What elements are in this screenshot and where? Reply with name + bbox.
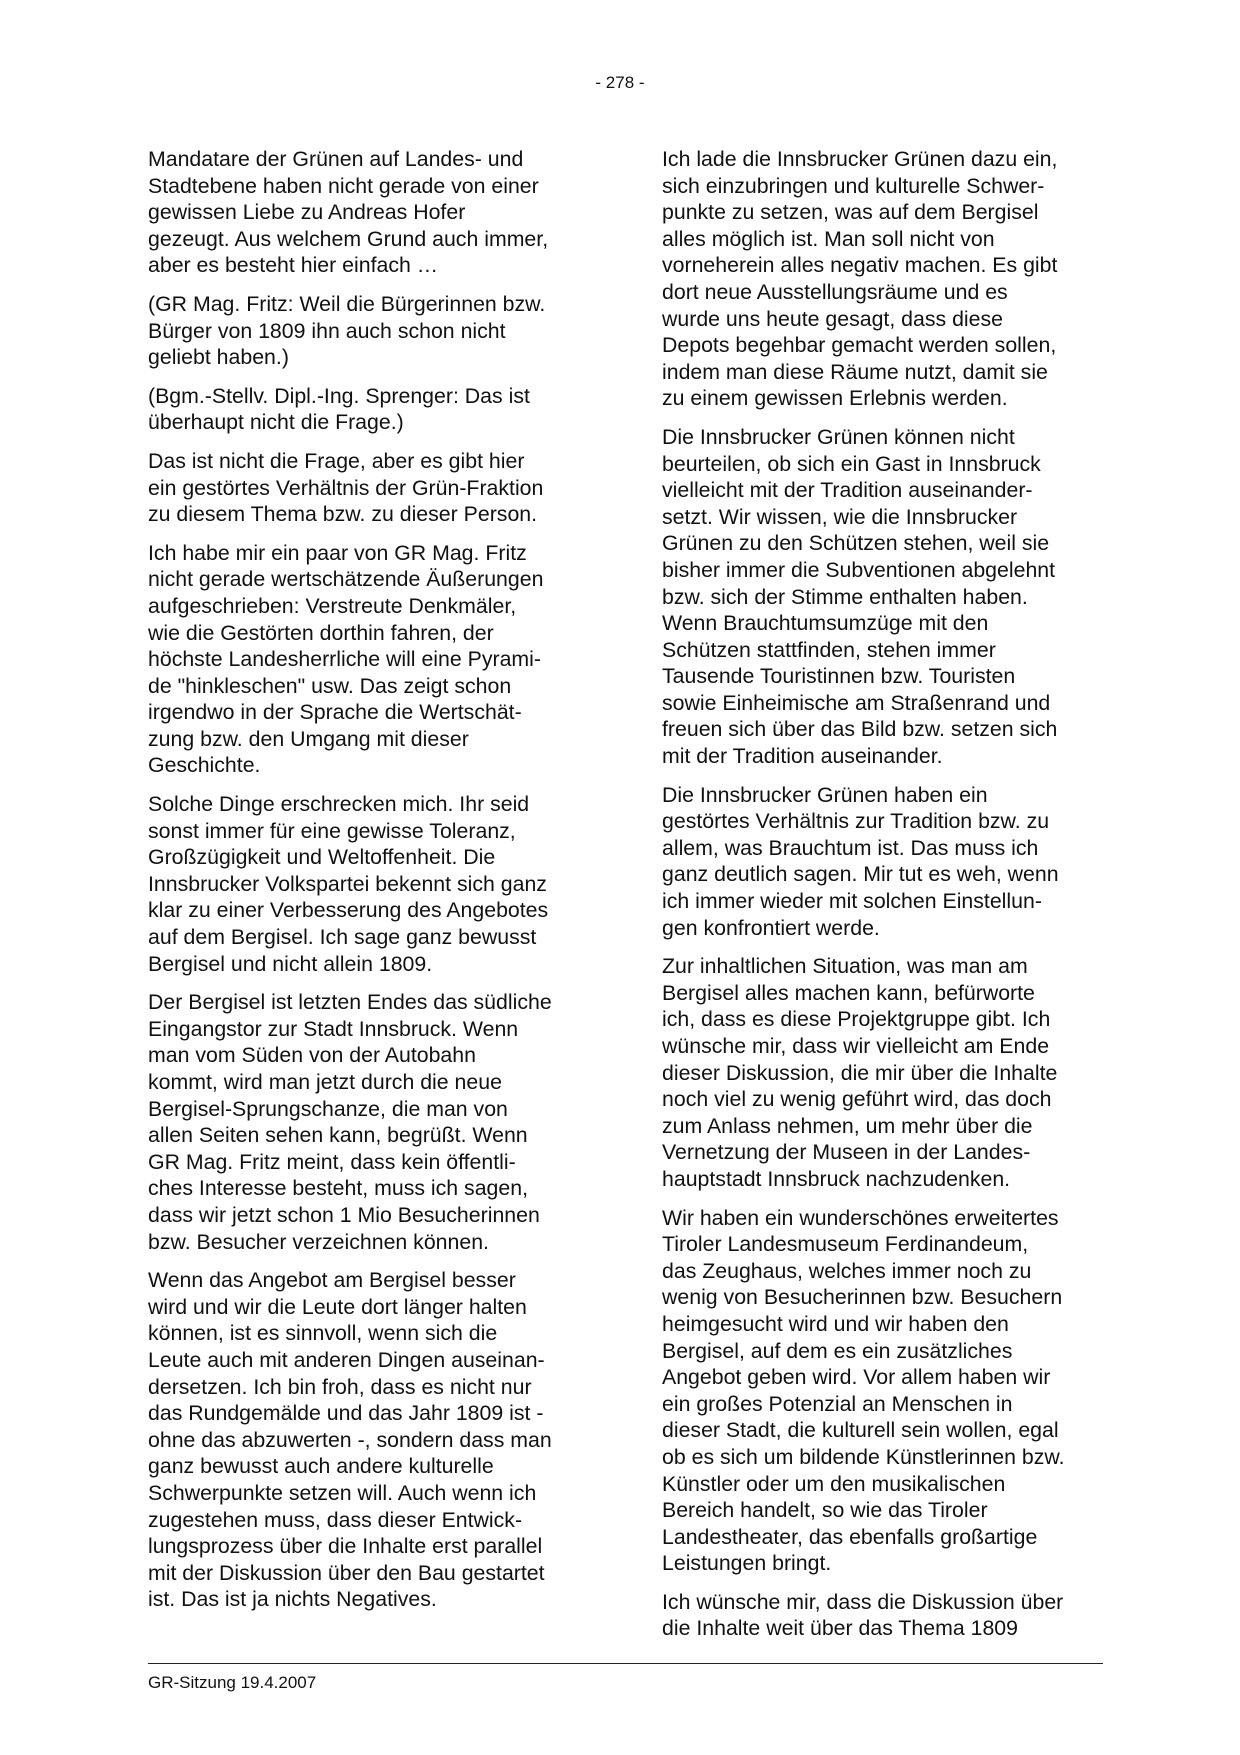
- text-line: Solche Dinge erschrecken mich. Ihr seid: [148, 792, 530, 817]
- text-line: Bürger von 1809 ihn auch schon nicht: [148, 318, 506, 343]
- text-line: dort neue Ausstellungsräume und es: [662, 279, 1008, 304]
- text-line: sonst immer für eine gewisse Toleranz,: [148, 818, 516, 843]
- text-line: gezeugt. Aus welchem Grund auch immer,: [148, 226, 549, 251]
- text-line: sich einzubringen und kulturelle Schwer-: [662, 173, 1045, 198]
- paragraph: [148, 791, 596, 977]
- text-line: aufgeschrieben: Verstreute Denkmäler,: [148, 593, 517, 618]
- paragraph: [148, 383, 596, 436]
- text-line: setzt. Wir wissen, wie die Innsbrucker: [662, 504, 1018, 529]
- text-line: lungsprozess über die Inhalte erst parallel: [148, 1534, 543, 1559]
- paragraph: [662, 424, 1110, 770]
- text-line: Landestheater, das ebenfalls großartige: [662, 1524, 1038, 1549]
- text-line: allen Seiten sehen kann, begrüßt. Wenn: [148, 1123, 528, 1148]
- paragraph: [148, 448, 596, 528]
- text-line: Das ist nicht die Frage, aber es gibt hier: [148, 448, 525, 473]
- text-line: überhaupt nicht die Frage.): [148, 410, 404, 435]
- text-line: hauptstadt Innsbruck nachzudenken.: [662, 1166, 1011, 1191]
- left-column: [148, 146, 596, 1625]
- text-line: ob es sich um bildende Künstlerinnen bzw.: [662, 1444, 1065, 1469]
- text-line: wurde uns heute gesagt, dass diese: [662, 306, 1003, 331]
- text-line: punkte zu setzen, was auf dem Bergisel: [662, 200, 1039, 225]
- text-line: wie die Gestörten dorthin fahren, der: [148, 620, 494, 645]
- paragraph: [662, 1589, 1110, 1642]
- text-line: allem, was Brauchtum ist. Das muss ich: [662, 835, 1039, 860]
- text-line: wünsche mir, dass wir vielleicht am Ende: [662, 1034, 1050, 1058]
- text-line: Wenn das Angebot am Bergisel besser: [148, 1268, 516, 1293]
- text-line: sowie Einheimische am Straßenrand und: [662, 690, 1051, 715]
- text-line: können, ist es sinnvoll, wenn sich die: [148, 1321, 498, 1346]
- text-line: mit der Tradition auseinander.: [662, 744, 943, 769]
- text-line: Geschichte.: [148, 753, 261, 778]
- text-line: ist. Das ist ja nichts Negatives.: [148, 1587, 437, 1612]
- text-line: dieser Diskussion, die mir über die Inhalte: [662, 1060, 1058, 1085]
- text-line: Leistungen bringt.: [662, 1551, 832, 1576]
- text-line: Mandatare der Grünen auf Landes- und: [148, 147, 524, 171]
- text-line: Tiroler Landesmuseum Ferdinandeum,: [662, 1232, 1029, 1257]
- text-line: Die Innsbrucker Grünen haben ein: [662, 782, 988, 807]
- text-line: Ich wünsche mir, dass die Diskussion über: [662, 1589, 1064, 1614]
- text-line: wird und wir die Leute dort länger halten: [148, 1294, 527, 1319]
- text-line: ich, dass es diese Projektgruppe gibt. Ich: [662, 1007, 1051, 1032]
- text-line: Bergisel alles machen kann, befürworte: [662, 980, 1035, 1005]
- text-line: Vernetzung der Museen in der Landes-: [662, 1140, 1031, 1165]
- text-line: zum Anlass nehmen, um mehr über die: [662, 1113, 1033, 1138]
- paragraph: [148, 989, 596, 1255]
- text-line: vorneherein alles negativ machen. Es gibt: [662, 253, 1058, 278]
- text-line: alles möglich ist. Man soll nicht von: [662, 226, 995, 251]
- text-line: Bergisel-Sprungschanze, die man von: [148, 1096, 508, 1121]
- text-line: auf dem Bergisel. Ich sage ganz bewusst: [148, 925, 537, 950]
- text-line: zu einem gewissen Erlebnis werden.: [662, 386, 1008, 411]
- text-line: (Bgm.-Stellv. Dipl.-Ing. Sprenger: Das ist: [148, 383, 530, 408]
- text-line: freuen sich über das Bild bzw. setzen sich: [662, 717, 1058, 742]
- text-line: das Zeughaus, welches immer noch zu: [662, 1258, 1032, 1283]
- text-line: man vom Süden von der Autobahn: [148, 1043, 476, 1068]
- paragraph: [148, 146, 596, 279]
- text-line: Zur inhaltlichen Situation, was man am: [662, 954, 1028, 979]
- text-line: Innsbrucker Volkspartei bekennt sich ganz: [148, 871, 547, 896]
- text-line: bzw. Besucher verzeichnen können.: [148, 1229, 489, 1254]
- text-line: bzw. sich der Stimme enthalten haben.: [662, 584, 1028, 609]
- text-line: gestörtes Verhältnis zur Tradition bzw. zu: [662, 809, 1050, 834]
- page-number: - 278 -: [595, 73, 645, 92]
- text-line: zung bzw. den Umgang mit dieser: [148, 726, 469, 751]
- text-line: gen konfrontiert werde.: [662, 915, 880, 940]
- paragraph: [662, 1205, 1110, 1577]
- text-line: Großzügigkeit und Weltoffenheit. Die: [148, 845, 496, 870]
- text-line: zu diesem Thema bzw. zu dieser Person.: [148, 502, 538, 527]
- text-line: aber es besteht hier einfach …: [148, 253, 439, 278]
- text-line: Tausende Touristinnen bzw. Touristen: [662, 664, 1016, 689]
- text-line: Schützen stattfinden, stehen immer: [662, 637, 996, 662]
- text-line: wenig von Besucherinnen bzw. Besuchern: [662, 1285, 1063, 1310]
- text-line: GR Mag. Fritz meint, dass kein öffentli-: [148, 1149, 516, 1174]
- text-line: indem man diese Räume nutzt, damit sie: [662, 359, 1048, 384]
- text-line: mit der Diskussion über den Bau gestartet: [148, 1560, 545, 1585]
- right-column: [662, 146, 1110, 1654]
- text-line: ein großes Potenzial an Menschen in: [662, 1391, 1013, 1416]
- text-line: dass wir jetzt schon 1 Mio Besucherinnen: [148, 1202, 540, 1227]
- text-line: Angebot geben wird. Vor allem haben wir: [662, 1365, 1051, 1390]
- text-line: kommt, wird man jetzt durch die neue: [148, 1070, 502, 1094]
- text-line: Leute auch mit anderen Dingen auseinan-: [148, 1347, 545, 1372]
- paragraph: [662, 146, 1110, 412]
- text-line: höchste Landesherrliche will eine Pyrami-: [148, 647, 541, 672]
- text-line: (GR Mag. Fritz: Weil die Bürgerinnen bzw.: [148, 291, 546, 316]
- text-line: Die Innsbrucker Grünen können nicht: [662, 424, 1015, 449]
- text-line: Eingangstor zur Stadt Innsbruck. Wenn: [148, 1016, 519, 1041]
- text-line: Wir haben ein wunderschönes erweitertes: [662, 1205, 1059, 1230]
- text-line: ganz bewusst auch andere kulturelle: [148, 1454, 494, 1479]
- text-line: beurteilen, ob sich ein Gast in Innsbruck: [662, 451, 1041, 476]
- text-line: Schwerpunkte setzen will. Auch wenn ich: [148, 1480, 537, 1505]
- text-line: Ich lade die Innsbrucker Grünen dazu ein,: [662, 147, 1058, 171]
- text-line: Wenn Brauchtumsumzüge mit den: [662, 611, 989, 636]
- paragraph: [662, 953, 1110, 1192]
- paragraph: [148, 1267, 596, 1613]
- text-line: Bergisel, auf dem es ein zusätzliches: [662, 1338, 1013, 1363]
- text-line: zugestehen muss, dass dieser Entwick-: [148, 1507, 523, 1532]
- text-line: Stadtebene haben nicht gerade von einer: [148, 173, 539, 198]
- text-line: die Inhalte weit über das Thema 1809: [662, 1616, 1018, 1641]
- text-line: Grünen zu den Schützen stehen, weil sie: [662, 531, 1050, 556]
- footer-session-date: GR-Sitzung 19.4.2007: [148, 1673, 317, 1692]
- text-line: Der Bergisel ist letzten Endes das südliche: [148, 990, 552, 1015]
- text-line: noch viel zu wenig geführt wird, das doch: [662, 1087, 1052, 1112]
- text-line: ich immer wieder mit solchen Einstellun-: [662, 889, 1042, 914]
- paragraph: [662, 782, 1110, 942]
- text-line: nicht gerade wertschätzende Äußerungen: [148, 567, 544, 592]
- text-line: klar zu einer Verbesserung des Angebotes: [148, 898, 549, 923]
- text-line: bisher immer die Subventionen abgelehnt: [662, 557, 1056, 582]
- text-line: Ich habe mir ein paar von GR Mag. Fritz: [148, 540, 527, 565]
- text-line: ein gestörtes Verhältnis der Grün-Fraktion: [148, 475, 544, 500]
- text-line: geliebt haben.): [148, 345, 289, 370]
- paragraph: [148, 291, 596, 371]
- text-line: ches Interesse besteht, muss ich sagen,: [148, 1176, 528, 1201]
- footer-divider: [148, 1663, 1103, 1664]
- text-line: ganz deutlich sagen. Mir tut es weh, wenn: [662, 862, 1059, 887]
- text-line: Künstler oder um den musikalischen: [662, 1471, 1006, 1496]
- paragraph: [148, 540, 596, 779]
- text-line: Depots begehbar gemacht werden sollen,: [662, 333, 1057, 358]
- text-line: dersetzen. Ich bin froh, dass es nicht nur: [148, 1374, 532, 1399]
- text-line: Bereich handelt, so wie das Tiroler: [662, 1498, 988, 1523]
- text-line: irgendwo in der Sprache die Wertschät-: [148, 700, 522, 725]
- text-line: das Rundgemälde und das Jahr 1809 ist -: [148, 1401, 544, 1426]
- text-line: Bergisel und nicht allein 1809.: [148, 951, 433, 976]
- text-line: de "hinkleschen" usw. Das zeigt schon: [148, 673, 512, 698]
- text-line: vielleicht mit der Tradition auseinander-: [662, 478, 1033, 503]
- text-line: ohne das abzuwerten -, sondern dass man: [148, 1427, 552, 1452]
- text-line: dieser Stadt, die kulturell sein wollen, egal: [662, 1418, 1059, 1443]
- text-line: heimgesucht wird und wir haben den: [662, 1311, 1009, 1336]
- text-line: gewissen Liebe zu Andreas Hofer: [148, 200, 466, 225]
